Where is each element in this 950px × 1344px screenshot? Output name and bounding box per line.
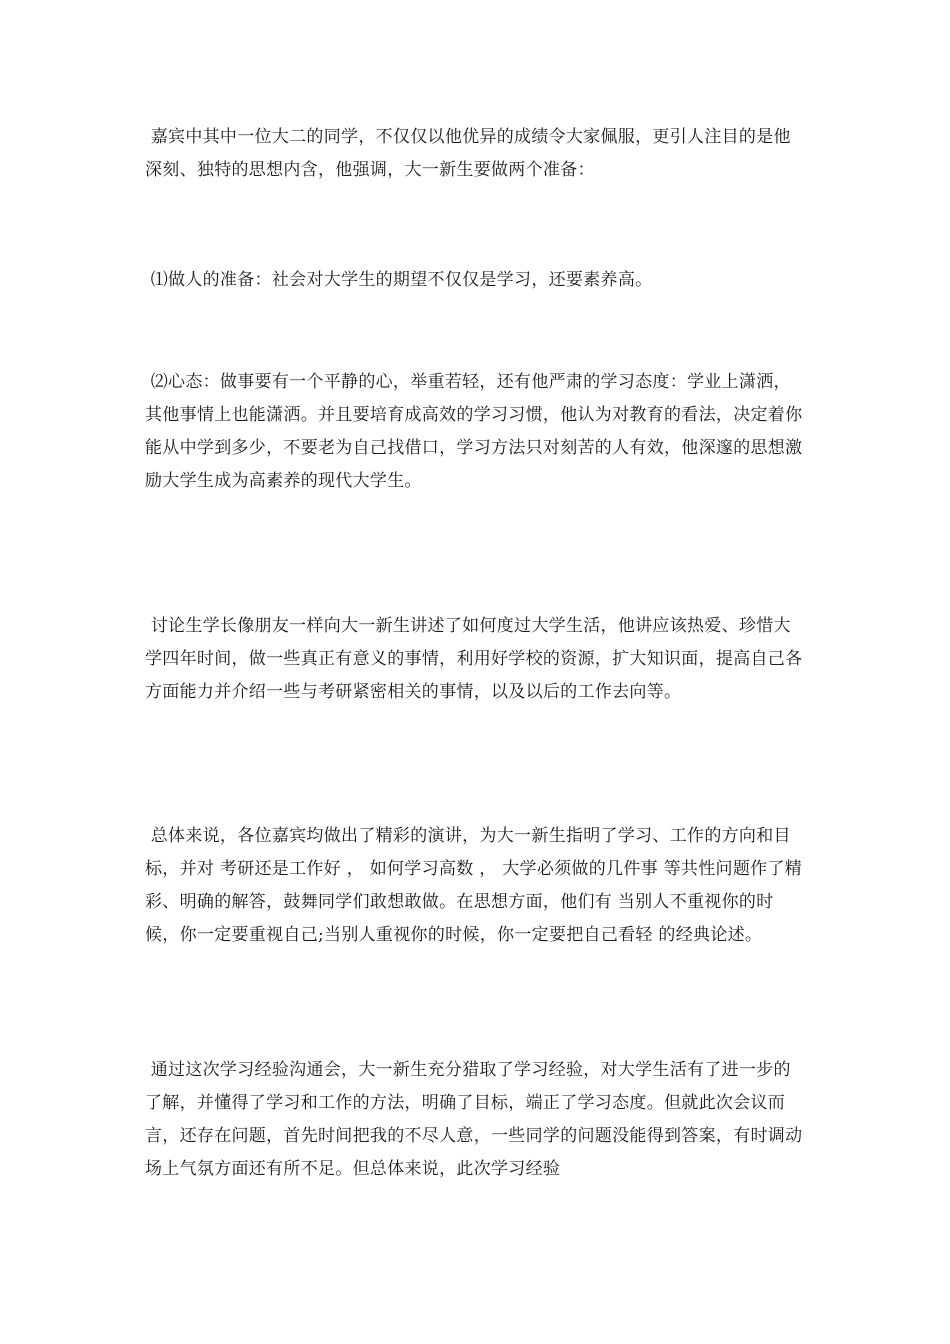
paragraph-point-one: ⑴做人的准备：社会对大学生的期望不仅仅是学习，还要素养高。 [145, 270, 653, 290]
paragraph-conclusion: 通过这次学习经验沟通会，大一新生充分猎取了学习经验，对大学生活有了进一步的了解，并懂得了学习和工作的方法，明确了目标，端正了学习态度。但就此次会议而言，还存在问题，首先时间把我的不尽人意，一些同学的问题没能得到答案，有时调动场上气氛方面还有所不足。但总体来说，此次学习经验 [145, 1060, 803, 1179]
paragraph-guest-intro: 嘉宾中其中一位大二的同学，不仅仅以他优异的成绩令大家佩服，更引人注目的是他深刻、独特的思想内含，他强调，大一新生要做两个准备： [145, 127, 791, 180]
paragraph-point-two: ⑵心态：做事要有一个平静的心，举重若轻，还有他严肃的学习态度：学业上潇洒，其他事情上也能潇洒。并且要培育成高效的学习习惯，他认为对教育的看法，决定着你能从中学到多少，不要老为自己找借口，学习方法只对刻苦的人有效，他深邃的思想激励大学生成为高素养的现代大学生。 [145, 372, 803, 491]
paragraph-summary: 总体来说，各位嘉宾均做出了精彩的演讲，为大一新生指明了学习、工作的方向和目标，并对 考研还是工作好 ， 如何学习高数 ， 大学必须做的几件事 等共性问题作了精彩、明确的解答，鼓舞同学们敢想敢做。在思想方面，他们有 当别人不重视你的时候，你一定要重视自己;当别人重视你的时候，你一定要把自己看轻 的经典论述。 [145, 826, 803, 945]
paragraph-senior-talk: 讨论生学长像朋友一样向大一新生讲述了如何度过大学生活，他讲应该热爱、珍惜大学四年时间，做一些真正有意义的事情，利用好学校的资源，扩大知识面，提高自己各方面能力并介绍一些与考研紧密相关的事情，以及以后的工作去向等。 [145, 616, 803, 702]
